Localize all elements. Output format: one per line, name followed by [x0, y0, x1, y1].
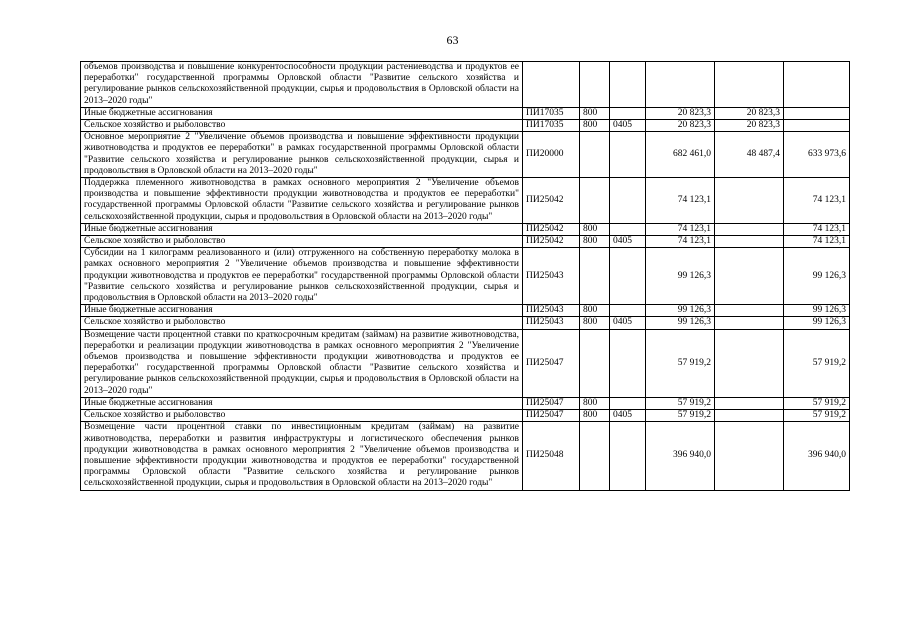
row-description: Поддержка племенного животноводства в рамках основного мероприятия 2 "Увеличение объемов производства и повышение эффективности продукции животноводства и продуктов ее переработки" государственной программы Орловской области "Развитие сельского хозяйства и регулирование рынков сельскохозяйственной продукции, сырья и продовольствия в Орловской области на 2013–2020 годы": [81, 178, 523, 224]
row-section: 0405: [610, 120, 646, 132]
row-code: ПИ25043: [523, 248, 580, 305]
row-amount-3: 99 126,3: [784, 248, 850, 305]
row-description: Основное мероприятие 2 "Увеличение объемов производства и повышение эффективности продукции животноводства и продуктов ее переработки" в рамках государственной программы Орловской области "Развитие сельского хозяйства и регулирование рынков сельскохозяйственной продукции, сырья и продовольствия в Орловской области на 2013–2020 годы": [81, 132, 523, 178]
row-amount-2: [715, 305, 784, 317]
row-section: [610, 397, 646, 409]
row-code: ПИ25043: [523, 305, 580, 317]
row-section: 0405: [610, 410, 646, 422]
row-amount-2: [715, 329, 784, 397]
row-total-amount: 99 126,3: [646, 248, 715, 305]
row-expense-type: [580, 422, 610, 490]
row-amount-2: [715, 410, 784, 422]
row-description: Иные бюджетные ассигнования: [81, 107, 523, 119]
row-section: [610, 248, 646, 305]
row-expense-type: 800: [580, 397, 610, 409]
row-amount-3: 99 126,3: [784, 305, 850, 317]
row-total-amount: 20 823,3: [646, 107, 715, 119]
row-expense-type: 800: [580, 236, 610, 248]
row-amount-3: 57 919,2: [784, 397, 850, 409]
row-total-amount: 682 461,0: [646, 132, 715, 178]
row-expense-type: 800: [580, 223, 610, 235]
row-section: [610, 62, 646, 108]
row-section: [610, 132, 646, 178]
row-description: Иные бюджетные ассигнования: [81, 223, 523, 235]
row-code: ПИ20000: [523, 132, 580, 178]
row-total-amount: 99 126,3: [646, 305, 715, 317]
row-total-amount: 20 823,3: [646, 120, 715, 132]
page-number: 63: [446, 33, 459, 47]
table-row: [81, 410, 850, 422]
row-amount-2: [715, 236, 784, 248]
row-description: Иные бюджетные ассигнования: [81, 397, 523, 409]
row-code: ПИ25047: [523, 329, 580, 397]
row-expense-type: [580, 248, 610, 305]
row-expense-type: 800: [580, 317, 610, 329]
row-expense-type: [580, 178, 610, 224]
table-row: [81, 62, 850, 108]
table-row: [81, 248, 850, 305]
row-description: объемов производства и повышение конкурентоспособности продукции растениеводства и продуктов ее переработки" государственной программы Орловской области "Развитие сельского хозяйства и регулирование рынков сельскохозяйственной продукции, сырья и продовольствия в Орловской области на 2013–2020 годы": [81, 62, 523, 108]
row-total-amount: [646, 62, 715, 108]
row-expense-type: 800: [580, 120, 610, 132]
row-total-amount: 74 123,1: [646, 236, 715, 248]
row-total-amount: 74 123,1: [646, 223, 715, 235]
row-code: ПИ17035: [523, 120, 580, 132]
row-description: Субсидии на 1 килограмм реализованного и (или) отгруженного на собственную переработку молока в рамках основного мероприятия 2 "Увеличение объемов производства и повышение эффективности продукции животноводства и продуктов ее переработки" государственной программы Орловской области "Развитие сельского хозяйства и регулирование рынков сельскохозяйственной продукции, сырья и продовольствия в Орловской области на 2013–2020 годы": [81, 248, 523, 305]
row-amount-3: 633 973,6: [784, 132, 850, 178]
budget-table: [80, 61, 850, 491]
row-section: [610, 178, 646, 224]
row-section: [610, 305, 646, 317]
row-amount-2: [715, 248, 784, 305]
row-amount-2: [715, 223, 784, 235]
row-amount-2: 48 487,4: [715, 132, 784, 178]
row-code: ПИ25042: [523, 178, 580, 224]
row-description: Возмещение части процентной ставки по инвестиционным кредитам (займам) на развитие животноводства, переработки и развития инфраструктуры и логистического обеспечения рынков продукции животноводства в рамках основного мероприятия 2 "Увеличение объемов производства и повышение эффективности продукции животноводства и продуктов ее переработки" государственной программы Орловской области "Развитие сельского хозяйства и регулирование рынков сельскохозяйственной продукции, сырья и продовольствия в Орловской области на 2013–2020 годы": [81, 422, 523, 490]
table-row: [81, 305, 850, 317]
row-code: [523, 62, 580, 108]
row-amount-2: [715, 422, 784, 490]
row-amount-3: 57 919,2: [784, 329, 850, 397]
row-amount-3: 99 126,3: [784, 317, 850, 329]
budget-table-body: [81, 62, 850, 491]
row-total-amount: 57 919,2: [646, 329, 715, 397]
row-amount-2: [715, 397, 784, 409]
row-section: [610, 223, 646, 235]
table-row: [81, 223, 850, 235]
row-section: [610, 422, 646, 490]
row-total-amount: 74 123,1: [646, 178, 715, 224]
row-description: Сельское хозяйство и рыболовство: [81, 236, 523, 248]
row-section: [610, 107, 646, 119]
row-description: Иные бюджетные ассигнования: [81, 305, 523, 317]
row-code: ПИ25047: [523, 410, 580, 422]
row-amount-3: 74 123,1: [784, 223, 850, 235]
row-amount-3: 57 919,2: [784, 410, 850, 422]
table-row: [81, 397, 850, 409]
row-total-amount: 57 919,2: [646, 410, 715, 422]
row-amount-3: 396 940,0: [784, 422, 850, 490]
row-amount-2: [715, 62, 784, 108]
row-code: ПИ25048: [523, 422, 580, 490]
row-amount-2: 20 823,3: [715, 120, 784, 132]
table-row: [81, 236, 850, 248]
row-section: 0405: [610, 317, 646, 329]
row-expense-type: 800: [580, 107, 610, 119]
row-total-amount: 99 126,3: [646, 317, 715, 329]
row-code: ПИ25042: [523, 223, 580, 235]
table-row: [81, 422, 850, 490]
table-row: [81, 107, 850, 119]
row-total-amount: 57 919,2: [646, 397, 715, 409]
row-amount-3: [784, 120, 850, 132]
row-amount-3: [784, 62, 850, 108]
row-amount-3: 74 123,1: [784, 236, 850, 248]
row-code: ПИ25047: [523, 397, 580, 409]
table-row: [81, 120, 850, 132]
row-amount-2: [715, 317, 784, 329]
row-expense-type: [580, 329, 610, 397]
row-code: ПИ25043: [523, 317, 580, 329]
table-row: [81, 178, 850, 224]
row-amount-3: 74 123,1: [784, 178, 850, 224]
row-description: Сельское хозяйство и рыболовство: [81, 120, 523, 132]
table-row: [81, 329, 850, 397]
row-section: [610, 329, 646, 397]
row-description: Сельское хозяйство и рыболовство: [81, 317, 523, 329]
row-expense-type: 800: [580, 410, 610, 422]
row-expense-type: [580, 62, 610, 108]
row-expense-type: 800: [580, 305, 610, 317]
row-expense-type: [580, 132, 610, 178]
row-description: Возмещение части процентной ставки по краткосрочным кредитам (займам) на развитие животноводства, переработки и реализации продукции животноводства в рамках основного мероприятия 2 "Увеличение объемов производства и повышение эффективности продукции животноводства и продуктов ее переработки" государственной программы Орловской области "Развитие сельского хозяйства и регулирование рынков сельскохозяйственной продукции, сырья и продовольствия в Орловской области на 2013–2020 годы": [81, 329, 523, 397]
table-row: [81, 132, 850, 178]
row-total-amount: 396 940,0: [646, 422, 715, 490]
table-row: [81, 317, 850, 329]
row-description: Сельское хозяйство и рыболовство: [81, 410, 523, 422]
row-section: 0405: [610, 236, 646, 248]
row-amount-2: [715, 178, 784, 224]
row-code: ПИ17035: [523, 107, 580, 119]
row-amount-3: [784, 107, 850, 119]
row-amount-2: 20 823,3: [715, 107, 784, 119]
row-code: ПИ25042: [523, 236, 580, 248]
